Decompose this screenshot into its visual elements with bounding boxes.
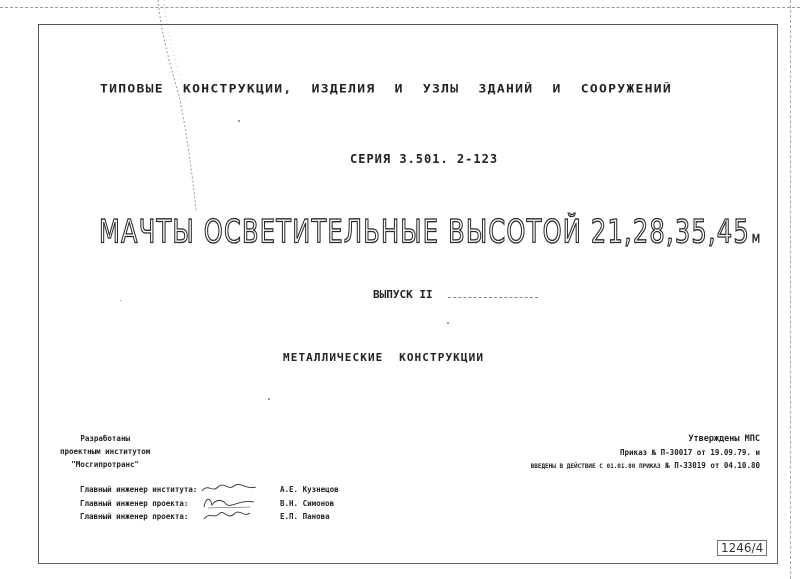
handwritten-signature: [200, 481, 260, 495]
signature-name: А.Е. Кузнецов: [280, 485, 339, 494]
approval-title: Утверждены МПС: [688, 434, 760, 444]
signature-name: В.Н. Симонов: [280, 498, 335, 508]
speck: [238, 120, 240, 122]
speck: [120, 300, 121, 301]
issue-underline: [448, 297, 538, 298]
speck: [268, 398, 270, 400]
main-title-unit: м: [751, 228, 762, 247]
approval-effective-order: № П-33019 от 04.10.80: [665, 461, 760, 470]
subtitle: МЕТАЛЛИЧЕСКИЕ КОНСТРУКЦИИ: [283, 351, 485, 364]
edge-dash-top: [0, 7, 800, 8]
developer-block: [60, 432, 150, 471]
header-line: ТИПОВЫЕ КОНСТРУКЦИИ, ИЗДЕЛИЯ И УЗЛЫ ЗДАНИЙ И СООРУЖЕНИЙ: [100, 83, 672, 96]
signature-role: Главный инженер института:: [80, 485, 198, 494]
main-title: [99, 214, 762, 251]
series-label: СЕРИЯ 3.501. 2-123: [350, 152, 499, 166]
archive-stamp: 1246/4: [717, 540, 767, 556]
signature-role: Главный инженер проекта:: [80, 512, 189, 521]
approval-effective-prefix: ВВЕДЕНЫ В ДЕЙСТВИЕ С 01.01.80 ПРИКАЗ: [530, 463, 661, 470]
developer-line-2: проектным институтом: [60, 447, 151, 456]
signature-name: Е.П. Панова: [280, 512, 330, 521]
approval-block: [531, 433, 760, 473]
handwritten-signature: [200, 495, 260, 509]
developer-line-3: "Мосгипротранс": [71, 460, 140, 469]
handwritten-signature: [200, 508, 260, 522]
issue-label: ВЫПУСК II: [373, 288, 433, 301]
approval-order: Приказ № П-30017 от 19.09.79. и: [620, 448, 760, 457]
developer-line-1: Разработаны: [80, 434, 130, 443]
edge-dash-right: [790, 0, 791, 579]
approval-effective: [531, 459, 760, 473]
speck: [447, 322, 449, 324]
signature-role: Главный инженер проекта:: [80, 498, 189, 508]
main-title-text: МАЧТЫ ОСВЕТИТЕЛЬНЫЕ ВЫСОТОЙ 21,28,35,45: [99, 214, 750, 251]
